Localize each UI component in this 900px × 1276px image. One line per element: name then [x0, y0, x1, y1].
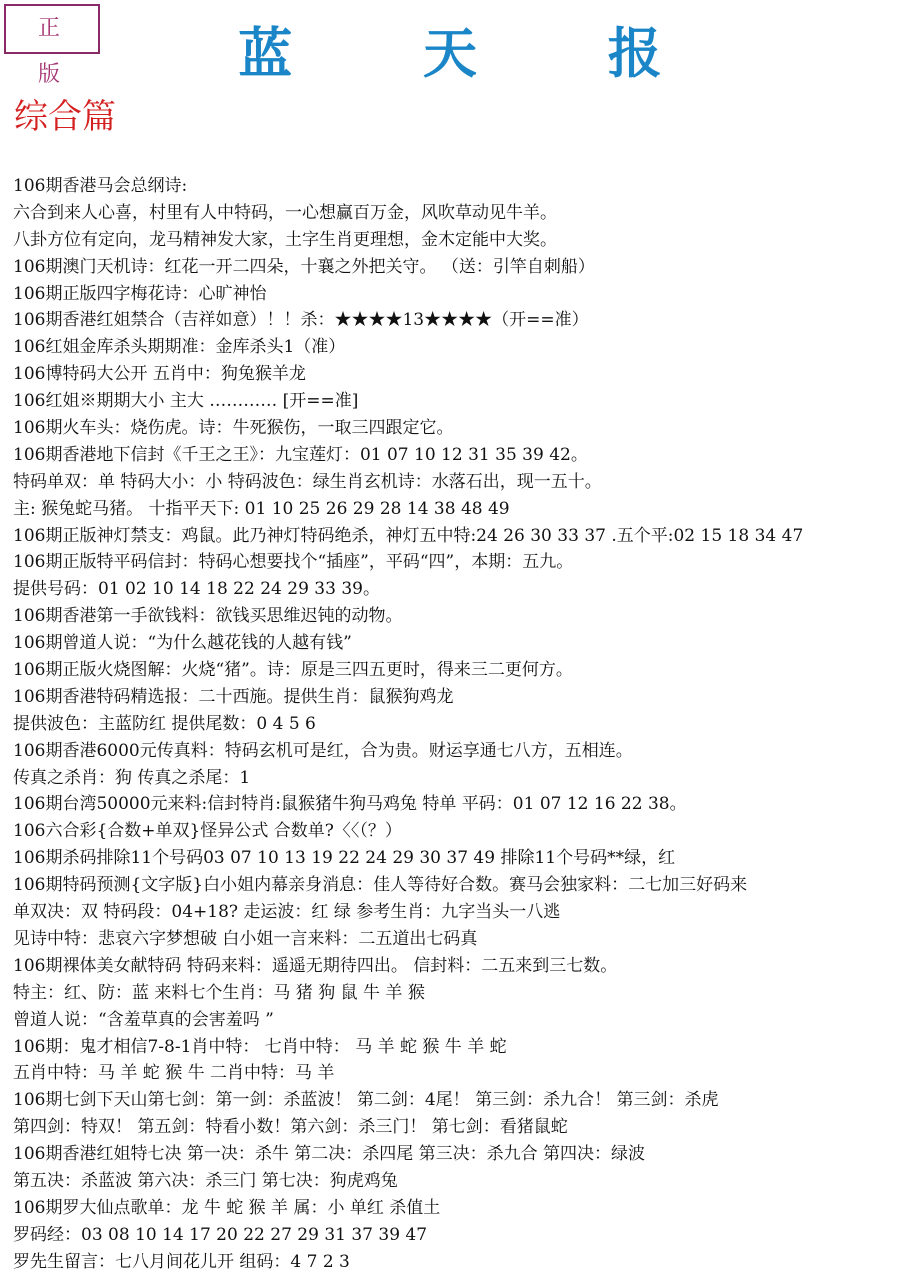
text-line: 五肖中特：马 羊 蛇 猴 牛 二肖中特：马 羊 — [13, 1063, 335, 1084]
authentic-badge: 正 版 — [4, 4, 100, 54]
text-line: 106期七剑下天山第七剑：第一剑：杀蓝波！ 第二剑：4尾！ 第三剑：杀九合！ 第三剑：杀虎 — [13, 1090, 719, 1111]
text-line: 106期香港第一手欲钱料：欲钱买思维迟钝的动物。 — [13, 606, 403, 627]
text-line: 106期曾道人说：“为什么越花钱的人越有钱” — [13, 633, 352, 654]
text-line: 106期裸体美女献特码 特码来料：遥遥无期待四出。 信封料：二五来到三七数。 — [13, 955, 618, 976]
section-heading: 综合篇 — [14, 97, 116, 137]
text-line: 106期杀码排除11个号码03 07 10 13 19 22 24 29 30 37 49 排除11个号码**绿，红 — [13, 848, 676, 869]
text-line: 106期正版四字梅花诗：心旷神怡 — [13, 283, 267, 304]
text-line: 106六合彩{合数+单双}怪异公式 合数单?〈〈（？） — [13, 821, 402, 842]
text-line: 106期正版神灯禁支：鸡鼠。此乃神灯特码绝杀，神灯五中特:24 26 30 33 37 .五个平:02 15 18 34 47 — [13, 525, 804, 546]
page-title: 蓝 天 报 — [238, 21, 718, 85]
text-line: 曾道人说：“含羞草真的会害羞吗 ” — [13, 1009, 274, 1030]
text-line: 第四剑：特双！ 第五剑：特看小数！第六剑：杀三门！ 第七剑：看猪鼠蛇 — [13, 1117, 568, 1138]
text-line: 106红姐※期期大小 主大 ………… [开==准] — [13, 391, 359, 412]
text-line: 106期香港红姐禁合（吉祥如意）！！杀：★★★★13★★★★（开==准） — [13, 310, 589, 331]
text-line: 106期正版特平码信封：特码心想要找个“插座”，平码“四”，本期：五九。 — [13, 552, 574, 573]
text-line: 106红姐金库杀头期期准：金库杀头1（准） — [13, 337, 346, 358]
text-line: 106期火车头：烧伤虎。诗：牛死猴伤，一取三四跟定它。 — [13, 418, 454, 439]
text-line: 第五决：杀蓝波 第六决：杀三门 第七决：狗虎鸡兔 — [13, 1170, 398, 1191]
text-line: 提供波色：主蓝防红 提供尾数：0 4 5 6 — [13, 713, 316, 734]
text-line: 特主：红、防：蓝 来料七个生肖：马 猪 狗 鼠 牛 羊 猴 — [13, 982, 425, 1003]
text-line: 106博特码大公开 五肖中：狗兔猴羊龙 — [13, 364, 306, 385]
text-line: 主: 猴兔蛇马猪。 十指平天下: 01 10 25 26 29 28 14 38 48 49 — [13, 498, 510, 519]
text-line: 提供号码：01 02 10 14 18 22 24 29 33 39。 — [13, 579, 380, 600]
text-line: 单双决：双 特码段：04+18? 走运波：红 绿 参考生肖：九字当头一八逃 — [13, 902, 561, 923]
text-line: 传真之杀肖：狗 传真之杀尾：1 — [13, 767, 251, 788]
text-line: 106期特码预测{文字版}白小姐内幕亲身消息：佳人等待好合数。赛马会独家料：二七加三好码来 — [13, 875, 748, 896]
text-line: 罗先生留言：七八月间花儿开 组码：4 7 2 3 — [13, 1251, 350, 1272]
text-line: 106期正版火烧图解：火烧“猪”。诗：原是三四五更时，得来三二更何方。 — [13, 660, 573, 681]
text-line: 106期香港地下信封《千王之王》：九宝莲灯：01 07 10 12 31 35 39 42。 — [13, 444, 588, 465]
text-line: 106期台湾50000元来料:信封特肖:鼠猴猪牛狗马鸡兔 特单 平码：01 07 12 16 22 38。 — [13, 794, 687, 815]
text-line: 106期澳门天机诗：红花一开二四朵，十襄之外把关守。 （送：引竿自刺船） — [13, 256, 595, 277]
text-line: 见诗中特：悲哀六字梦想破 白小姐一言来料：二五道出七码真 — [13, 928, 478, 949]
text-line: 八卦方位有定向，龙马精神发大家，土字生肖更理想，金木定能中大奖。 — [13, 229, 557, 250]
text-line: 106期香港特码精选报：二十西施。提供生肖：鼠猴狗鸡龙 — [13, 686, 454, 707]
text-line: 罗码经：03 08 10 14 17 20 22 27 29 31 37 39 47 — [13, 1224, 428, 1245]
text-line: 六合到来人心喜，村里有人中特码，一心想赢百万金，风吹草动见牛羊。 — [13, 202, 557, 223]
text-line: 106期：鬼才相信7-8-1肖中特： 七肖中特： 马 羊 蛇 猴 牛 羊 蛇 — [13, 1036, 507, 1057]
text-line: 106期香港6000元传真料：特码玄机可是红，合为贵。财运享通七八方，五相连。 — [13, 740, 633, 761]
text-line: 106期香港红姐特七决 第一决：杀牛 第二决：杀四尾 第三决：杀九合 第四决：绿波 — [13, 1144, 646, 1165]
text-line: 106期罗大仙点歌单：龙 牛 蛇 猴 羊 属：小 单红 杀值土 — [13, 1197, 441, 1218]
text-line: 特码单双：单 特码大小：小 特码波色：绿生肖玄机诗：水落石出，现一五十。 — [13, 471, 602, 492]
article-body — [13, 173, 893, 1276]
text-line: 106期香港马会总纲诗: — [13, 176, 188, 196]
